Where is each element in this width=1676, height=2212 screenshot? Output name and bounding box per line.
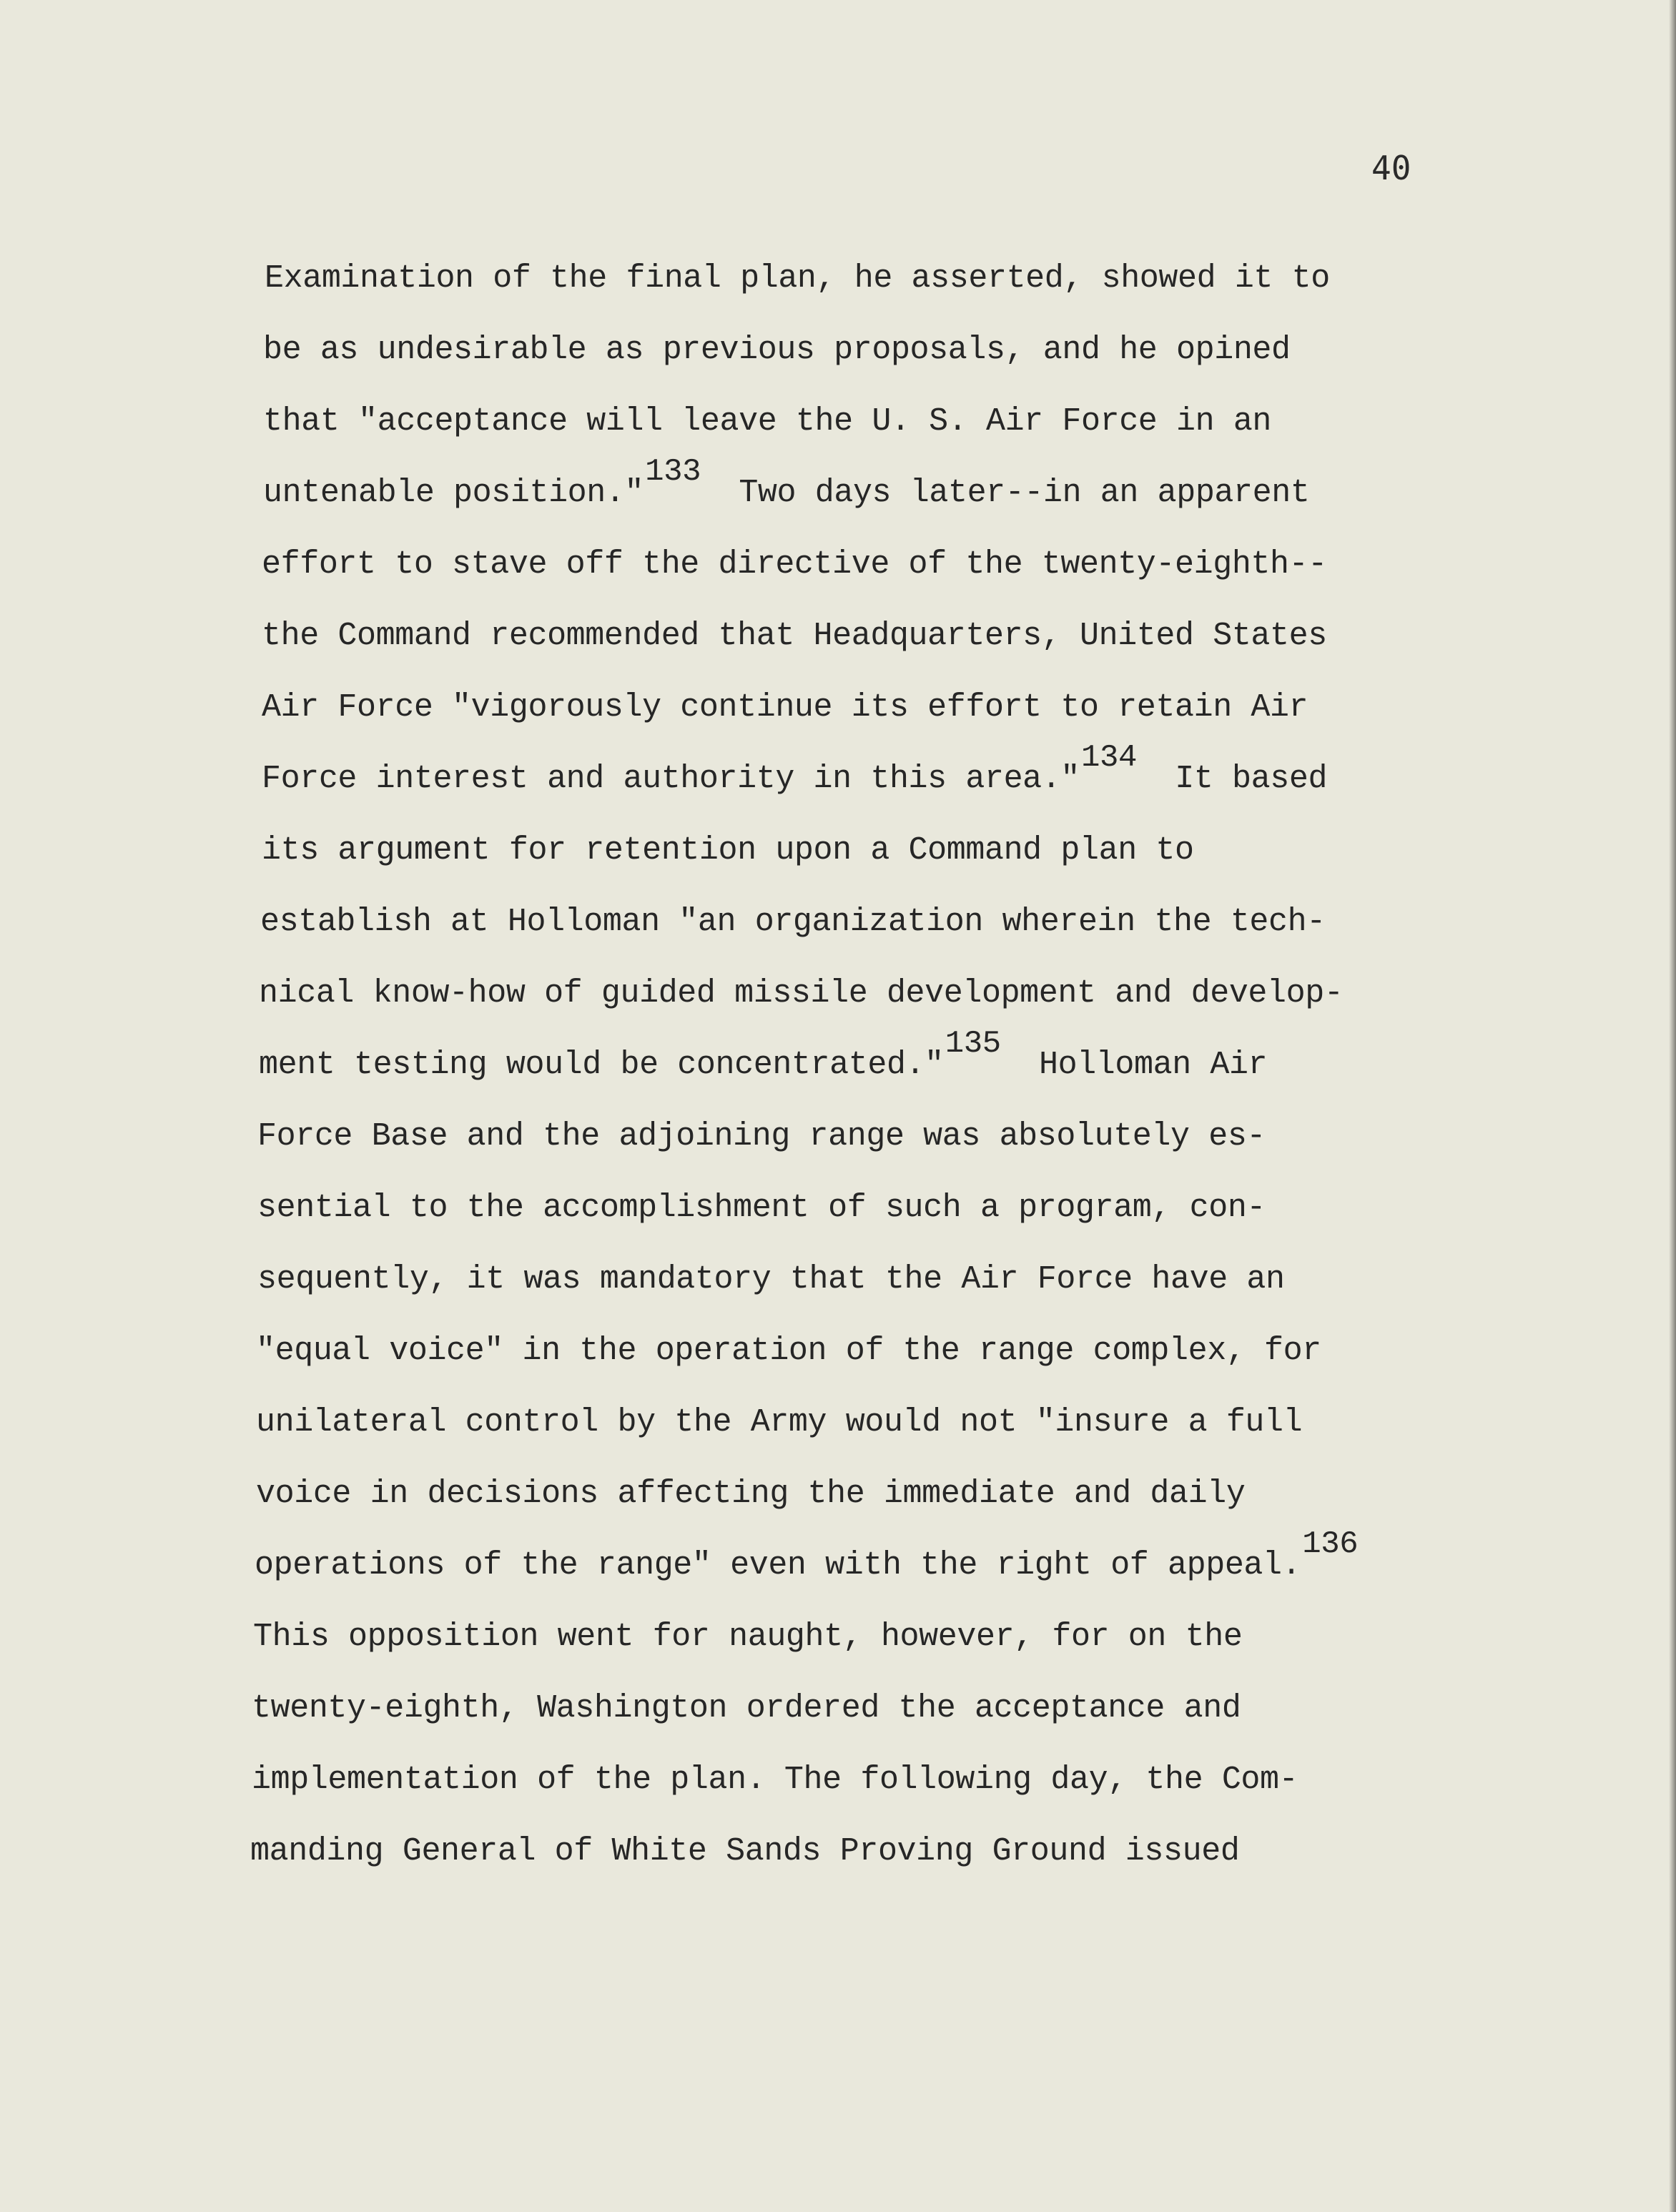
text-line	[255, 1526, 1359, 1584]
line-text: Examination of the final plan, he asserted, showed it to	[265, 260, 1330, 297]
page-number: 40	[1371, 149, 1411, 187]
text-line	[259, 1026, 1268, 1083]
text-line	[253, 1619, 1242, 1655]
line-text: sential to the accomplishment of such a program, con-	[257, 1190, 1266, 1226]
text-line	[262, 618, 1327, 654]
line-text: ment testing would be concentrated."	[259, 1047, 944, 1083]
line-text: Air Force "vigorously continue its effort to retain Air	[262, 689, 1308, 726]
footnote-marker: 133	[645, 454, 701, 490]
footnote-marker: 136	[1302, 1526, 1359, 1562]
line-text: its argument for retention upon a Command plan to	[262, 832, 1194, 869]
footnote-marker: 134	[1081, 740, 1138, 776]
text-line	[263, 403, 1271, 440]
text-line	[252, 1690, 1241, 1727]
line-text: Two days later--in an apparent	[701, 475, 1310, 511]
line-text: Holloman Air	[1000, 1047, 1268, 1083]
line-text: that "acceptance will leave the U. S. Air Force in an	[263, 403, 1272, 440]
text-line	[257, 1118, 1266, 1155]
text-line	[265, 260, 1330, 297]
line-text: It based	[1137, 761, 1328, 797]
text-line	[262, 832, 1194, 869]
line-text: Force Base and the adjoining range was absolutely es-	[257, 1118, 1266, 1155]
footnote-marker: 135	[945, 1026, 1001, 1062]
line-text: voice in decisions affecting the immediate and daily	[256, 1476, 1246, 1512]
text-line	[263, 454, 1310, 511]
line-text: untenable position."	[263, 475, 644, 511]
line-text: This opposition went for naught, however, for on the	[253, 1619, 1243, 1655]
line-text: "equal voice" in the operation of the range complex, for	[256, 1333, 1321, 1369]
text-line	[250, 1833, 1239, 1870]
line-text: implementation of the plan. The following day, the Com-	[252, 1762, 1298, 1798]
text-line	[257, 1190, 1266, 1226]
text-line	[259, 975, 1343, 1012]
line-text: operations of the range" even with the right of appeal.	[255, 1547, 1301, 1584]
text-line	[252, 1762, 1298, 1798]
text-line	[260, 904, 1326, 940]
line-text: be as undesirable as previous proposals, and he opined	[263, 332, 1291, 368]
line-text: the Command recommended that Headquarters, United States	[262, 618, 1327, 654]
line-text: effort to stave off the directive of the twenty-eighth--	[262, 546, 1327, 583]
line-text: Force interest and authority in this area."	[262, 761, 1080, 797]
text-line	[262, 546, 1327, 583]
text-line	[257, 1261, 1285, 1298]
line-text: nical know-how of guided missile development and develop-	[259, 975, 1344, 1012]
text-line	[256, 1476, 1245, 1512]
line-text: sequently, it was mandatory that the Air Force have an	[257, 1261, 1285, 1298]
text-line	[263, 332, 1291, 368]
line-text: manding General of White Sands Proving Ground issued	[250, 1833, 1240, 1870]
line-text: twenty-eighth, Washington ordered the acceptance and	[252, 1690, 1241, 1727]
text-line	[262, 740, 1328, 797]
text-line	[256, 1333, 1321, 1369]
line-text: unilateral control by the Army would not "insure a full	[256, 1404, 1303, 1441]
text-line	[262, 689, 1308, 726]
text-line	[256, 1404, 1302, 1441]
line-text: establish at Holloman "an organization wherein the tech-	[260, 904, 1326, 940]
page-edge-shadow	[1669, 0, 1676, 2212]
